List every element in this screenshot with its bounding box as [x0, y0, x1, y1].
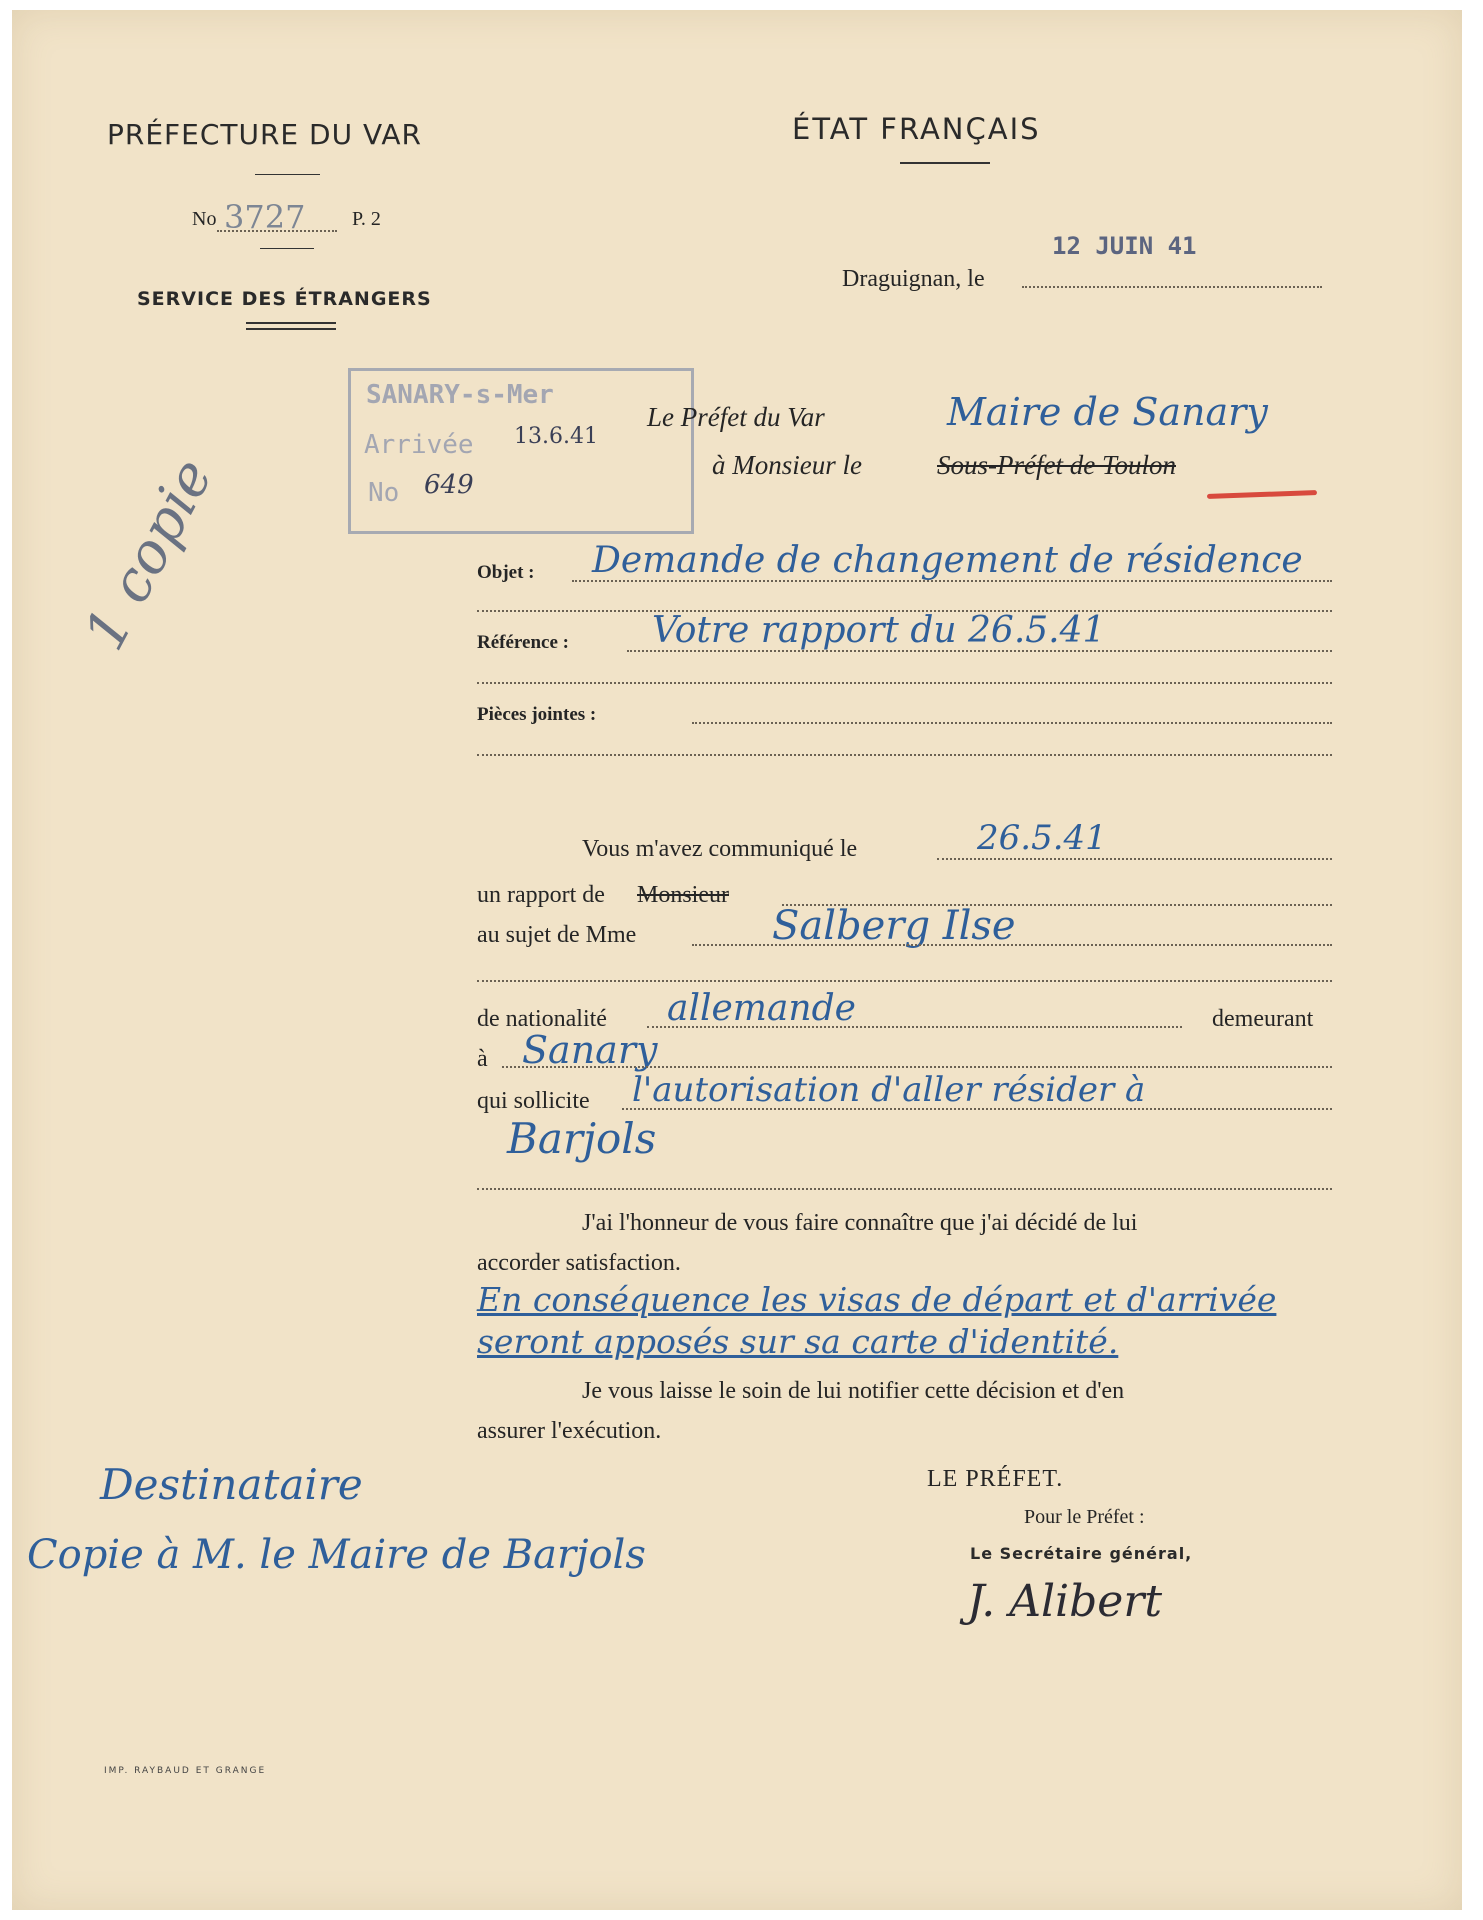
rapport-prefix: un rapport de — [477, 882, 605, 908]
service-underline — [246, 322, 336, 324]
objet-dots — [572, 580, 1332, 582]
copy-note: Copie à M. le Maire de Barjols — [27, 1532, 646, 1578]
header-divider — [255, 174, 320, 175]
margin-note: 1 copie — [72, 448, 226, 661]
page-ref: P. 2 — [352, 208, 381, 230]
recipient-handwritten: Maire de Sanary — [947, 390, 1268, 434]
signature: J. Alibert — [967, 1576, 1163, 1627]
request-destination: Barjols — [507, 1114, 657, 1163]
place-date-label: Draguignan, le — [842, 266, 985, 292]
closing-line2: assurer l'exécution. — [477, 1418, 662, 1444]
service-underline-2 — [246, 328, 336, 330]
decision-line2: accorder satisfaction. — [477, 1250, 681, 1276]
communicated-label: Vous m'avez communiqué le — [582, 836, 858, 862]
state-heading: ÉTAT FRANÇAIS — [792, 112, 1041, 146]
residing-label: demeurant — [1212, 1006, 1314, 1032]
prefecture-heading: PRÉFECTURE DU VAR — [107, 118, 422, 151]
date-dots — [1022, 286, 1322, 288]
date-stamp: 12 JUIN 41 — [1052, 232, 1197, 260]
location-value: Sanary — [522, 1028, 658, 1072]
state-underline — [900, 162, 990, 164]
number-prefix: No — [192, 208, 217, 230]
objet-value: Demande de changement de résidence — [592, 540, 1303, 581]
handwritten-line2: seront apposés sur sa carte d'identité. — [477, 1322, 1119, 1361]
service-heading: SERVICE DES ÉTRANGERS — [137, 288, 432, 310]
recipient-prefix: à Monsieur le — [712, 450, 862, 480]
printer-imprint: IMP. RAYBAUD ET GRANGE — [104, 1766, 267, 1776]
subject-dots-2 — [477, 980, 1332, 982]
rapport-struck: Monsieur — [637, 882, 729, 908]
location-dots — [502, 1066, 1332, 1068]
destinataire-label: Destinataire — [100, 1460, 363, 1509]
pieces-dots — [692, 722, 1332, 724]
reference-dots-2 — [477, 682, 1332, 684]
stamp-arrival-date: 13.6.41 — [514, 424, 598, 449]
pieces-label: Pièces jointes : — [477, 704, 597, 725]
stamp-line2: Arrivée — [364, 430, 474, 460]
nationality-dots — [647, 1026, 1182, 1028]
subject-name: Salberg Ilse — [772, 903, 1016, 949]
request-dots — [622, 1108, 1332, 1110]
header-divider-2 — [260, 248, 314, 249]
handwritten-line1: En conséquence les visas de départ et d'arrivée — [477, 1280, 1277, 1319]
communicated-dots — [937, 858, 1332, 860]
subject-dots — [692, 944, 1332, 946]
nationality-value: allemande — [667, 988, 856, 1029]
request-label: qui sollicite — [477, 1088, 590, 1114]
reference-dots — [627, 650, 1332, 652]
recipient-struck: Sous-Préfet de Toulon — [937, 450, 1176, 480]
sender-line: Le Préfet du Var — [647, 402, 825, 432]
document-page — [12, 10, 1462, 1910]
reference-value: Votre rapport du 26.5.41 — [652, 610, 1106, 651]
nationality-label: de nationalité — [477, 1006, 607, 1032]
stamp-number-label: No — [368, 478, 400, 508]
reference-label: Référence : — [477, 632, 569, 653]
subject-label: au sujet de Mme — [477, 922, 637, 948]
for-prefect: Pour le Préfet : — [1024, 1506, 1145, 1528]
signature-title: LE PRÉFET. — [927, 1466, 1064, 1492]
closing-line1: Je vous laisse le soin de lui notifier cette décision et d'en — [582, 1378, 1125, 1404]
objet-label: Objet : — [477, 562, 535, 583]
number-value: 3727 — [224, 198, 306, 236]
communicated-date: 26.5.41 — [977, 818, 1107, 858]
request-value: l'autorisation d'aller résider à — [632, 1070, 1146, 1110]
location-prefix: à — [477, 1046, 488, 1072]
stamp-line1: SANARY-s-Mer — [366, 380, 554, 410]
stamp-number-value: 649 — [424, 470, 474, 500]
red-pencil-mark — [1207, 490, 1317, 499]
decision-line1: J'ai l'honneur de vous faire connaître que j'ai décidé de lui — [582, 1210, 1138, 1236]
pieces-dots-2 — [477, 754, 1332, 756]
request-dots-2 — [477, 1188, 1332, 1190]
secretary-label: Le Secrétaire général, — [970, 1544, 1193, 1563]
